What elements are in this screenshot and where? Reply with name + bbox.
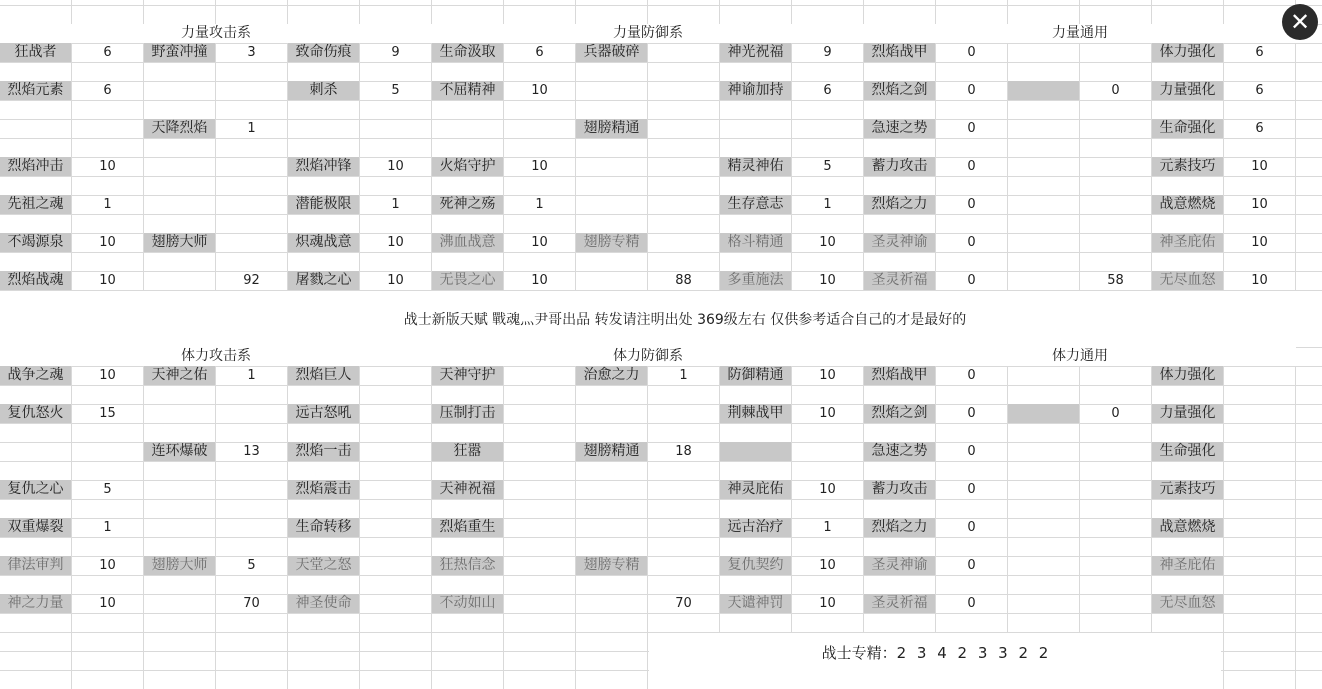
talent-points-cell[interactable]: 0 [967, 520, 976, 535]
close-icon: ✕ [1289, 8, 1311, 36]
talent-name-cell[interactable]: 沸血战意 [432, 233, 503, 252]
banner-text: 战士新版天赋 戰魂灬尹哥出品 转发请注明出处 369级左右 仅供参考适合自己的才是最好的 [403, 312, 967, 328]
grid-row-line [0, 385, 1322, 386]
talent-points-cell[interactable]: 1 [103, 197, 112, 212]
grid-row-line [0, 575, 1322, 576]
talent-name-cell[interactable]: 蓄力攻击 [864, 157, 935, 176]
talent-name-cell[interactable]: 烈焰之剑 [864, 404, 935, 423]
talent-points-cell[interactable]: 6 [103, 45, 112, 60]
talent-name-cell[interactable]: 防御精通 [720, 366, 791, 385]
talent-points-cell[interactable]: 0 [967, 444, 976, 459]
talent-name-cell[interactable]: 神光祝福 [720, 43, 791, 62]
talent-points-cell[interactable]: 6 [103, 83, 112, 98]
talent-points-cell[interactable]: 0 [967, 45, 976, 60]
grid-row-line [0, 423, 1322, 424]
talent-name-cell[interactable]: 先祖之魂 [0, 195, 71, 214]
talent-points-cell[interactable]: 0 [967, 83, 976, 98]
talent-name-cell[interactable]: 圣灵神谕 [864, 233, 935, 252]
talent-name-cell[interactable]: 翅膀精通 [576, 442, 647, 461]
banner-row [0, 291, 1322, 347]
talent-name-cell[interactable]: 体力强化 [1152, 43, 1223, 62]
talent-name-cell[interactable]: 烈焰冲击 [0, 157, 71, 176]
talent-points-cell[interactable]: 10 [819, 273, 836, 288]
empty-shaded-cell [1008, 404, 1079, 423]
talent-name-cell[interactable]: 狂嚣 [432, 442, 503, 461]
talent-name-cell[interactable]: 生命强化 [1152, 119, 1223, 138]
talent-points-cell[interactable]: 10 [99, 368, 116, 383]
grid-row-line [0, 100, 1322, 101]
talent-points-cell[interactable]: 6 [535, 45, 544, 60]
talent-name-cell[interactable]: 圣灵祈福 [864, 594, 935, 613]
talent-points-cell[interactable]: 9 [391, 45, 400, 60]
talent-name-cell[interactable]: 天降烈焰 [144, 119, 215, 138]
section-header: 力量通用 [864, 24, 1296, 43]
talent-name-cell[interactable]: 生存意志 [720, 195, 791, 214]
talent-points-cell[interactable]: 10 [531, 273, 548, 288]
grid-row-line [0, 138, 1322, 139]
talent-points-cell[interactable]: 10 [819, 406, 836, 421]
talent-name-cell[interactable]: 烈焰之力 [864, 518, 935, 537]
talent-points-cell[interactable]: 6 [823, 83, 832, 98]
talent-name-cell[interactable]: 战意燃烧 [1152, 195, 1223, 214]
talent-points-cell[interactable]: 6 [1255, 45, 1264, 60]
talent-name-cell[interactable]: 急速之势 [864, 119, 935, 138]
talent-points-cell[interactable]: 0 [967, 558, 976, 573]
talent-name-cell[interactable]: 元素技巧 [1152, 480, 1223, 499]
talent-name-cell[interactable]: 天神祝福 [432, 480, 503, 499]
grid-row-line [0, 62, 1322, 63]
talent-points-cell[interactable]: 0 [1111, 83, 1120, 98]
talent-points-cell[interactable]: 0 [967, 368, 976, 383]
talent-name-cell[interactable]: 神之力量 [0, 594, 71, 613]
grid-row-line [0, 157, 1322, 158]
talent-name-cell[interactable]: 死神之殇 [432, 195, 503, 214]
talent-name-cell[interactable]: 神圣庇佑 [1152, 556, 1223, 575]
grid-row-line [0, 252, 1322, 253]
talent-name-cell[interactable]: 生命转移 [288, 518, 359, 537]
section-header: 体力攻击系 [0, 347, 432, 366]
talent-points-cell[interactable]: 10 [1251, 273, 1268, 288]
talent-name-cell[interactable]: 烈焰重生 [432, 518, 503, 537]
talent-points-cell[interactable]: 1 [247, 368, 256, 383]
talent-name-cell[interactable]: 天堂之怒 [288, 556, 359, 575]
talent-points-cell[interactable]: 10 [387, 235, 404, 250]
talent-points-cell[interactable]: 10 [819, 368, 836, 383]
talent-name-cell[interactable]: 远古治疗 [720, 518, 791, 537]
talent-name-cell[interactable]: 力量强化 [1152, 404, 1223, 423]
talent-points-cell[interactable]: 15 [99, 406, 116, 421]
talent-points-cell[interactable]: 5 [103, 482, 112, 497]
footer-row [649, 633, 1221, 689]
talent-name-cell[interactable]: 格斗精通 [720, 233, 791, 252]
talent-name-cell[interactable]: 无畏之心 [432, 271, 503, 290]
talent-name-cell[interactable]: 体力强化 [1152, 366, 1223, 385]
talent-name-cell[interactable]: 压制打击 [432, 404, 503, 423]
talent-name-cell[interactable]: 烈焰一击 [288, 442, 359, 461]
empty-shaded-cell [1008, 81, 1079, 100]
talent-points-cell[interactable]: 0 [967, 482, 976, 497]
grid-row-line [0, 195, 1322, 196]
talent-name-cell[interactable]: 战意燃烧 [1152, 518, 1223, 537]
talent-points-cell[interactable]: 10 [819, 482, 836, 497]
talent-points-cell[interactable]: 92 [243, 273, 260, 288]
talent-points-cell[interactable]: 0 [967, 273, 976, 288]
section-header: 力量防御系 [432, 24, 864, 43]
talent-points-cell[interactable]: 10 [1251, 197, 1268, 212]
section-header: 力量攻击系 [0, 24, 432, 43]
talent-points-cell[interactable]: 10 [99, 235, 116, 250]
talent-points-cell[interactable]: 70 [243, 596, 260, 611]
talent-name-cell[interactable]: 兵器破碎 [576, 43, 647, 62]
talent-points-cell[interactable]: 0 [1111, 406, 1120, 421]
talent-name-cell[interactable]: 翅膀专精 [576, 556, 647, 575]
talent-name-cell[interactable]: 狂热信念 [432, 556, 503, 575]
talent-name-cell[interactable]: 野蛮冲撞 [144, 43, 215, 62]
talent-points-cell[interactable]: 18 [675, 444, 692, 459]
talent-name-cell[interactable]: 潜能极限 [288, 195, 359, 214]
talent-points-cell[interactable]: 6 [1255, 121, 1264, 136]
talent-points-cell[interactable]: 1 [391, 197, 400, 212]
talent-name-cell[interactable]: 烈焰之力 [864, 195, 935, 214]
talent-points-cell[interactable]: 6 [1255, 83, 1264, 98]
talent-points-cell[interactable]: 0 [967, 121, 976, 136]
grid-row-line [0, 537, 1322, 538]
talent-name-cell[interactable]: 炽魂战意 [288, 233, 359, 252]
talent-name-cell[interactable]: 神灵庇佑 [720, 480, 791, 499]
talent-name-cell[interactable]: 双重爆裂 [0, 518, 71, 537]
talent-name-cell[interactable]: 圣灵神谕 [864, 556, 935, 575]
talent-points-cell[interactable]: 1 [535, 197, 544, 212]
close-button[interactable] [1282, 4, 1318, 40]
talent-name-cell[interactable]: 律法审判 [0, 556, 71, 575]
talent-name-cell[interactable]: 急速之势 [864, 442, 935, 461]
grid-row-line [0, 518, 1322, 519]
talent-name-cell[interactable]: 翅膀大师 [144, 233, 215, 252]
talent-name-cell[interactable]: 天神守护 [432, 366, 503, 385]
talent-points-cell[interactable]: 1 [679, 368, 688, 383]
talent-name-cell[interactable]: 狂战者 [0, 43, 71, 62]
talent-points-cell[interactable]: 1 [823, 520, 832, 535]
talent-points-cell[interactable]: 10 [99, 273, 116, 288]
talent-name-cell[interactable]: 翅膀大师 [144, 556, 215, 575]
talent-name-cell[interactable]: 治愈之力 [576, 366, 647, 385]
talent-points-cell[interactable]: 0 [967, 197, 976, 212]
talent-name-cell[interactable]: 烈焰战魂 [0, 271, 71, 290]
talent-name-cell[interactable]: 烈焰冲锋 [288, 157, 359, 176]
talent-points-cell[interactable]: 1 [247, 121, 256, 136]
talent-name-cell[interactable]: 翅膀专精 [576, 233, 647, 252]
talent-name-cell[interactable]: 复仇怒火 [0, 404, 71, 423]
grid-row-line [0, 5, 1322, 6]
footer-text: 战士专精：2 3 4 2 3 3 2 2 [821, 644, 1049, 662]
talent-name-cell[interactable]: 荆棘战甲 [720, 404, 791, 423]
talent-name-cell[interactable]: 烈焰战甲 [864, 366, 935, 385]
talent-name-cell[interactable]: 烈焰之剑 [864, 81, 935, 100]
grid-row-line [0, 461, 1322, 462]
talent-points-cell[interactable]: 10 [387, 159, 404, 174]
talent-name-cell[interactable]: 刺杀 [288, 81, 359, 100]
talent-name-cell[interactable]: 生命强化 [1152, 442, 1223, 461]
talent-points-cell[interactable]: 1 [103, 520, 112, 535]
talent-points-cell[interactable]: 10 [1251, 159, 1268, 174]
talent-points-cell[interactable]: 10 [531, 83, 548, 98]
talent-points-cell[interactable]: 10 [531, 235, 548, 250]
talent-name-cell[interactable]: 烈焰战甲 [864, 43, 935, 62]
talent-points-cell[interactable]: 0 [967, 159, 976, 174]
talent-points-cell[interactable]: 88 [675, 273, 692, 288]
grid-row-line [0, 499, 1322, 500]
talent-points-cell[interactable]: 1 [823, 197, 832, 212]
talent-name-cell[interactable]: 致命伤痕 [288, 43, 359, 62]
talent-name-cell[interactable]: 神圣使命 [288, 594, 359, 613]
talent-points-cell[interactable]: 10 [819, 235, 836, 250]
section-header: 体力防御系 [432, 347, 864, 366]
talent-points-cell[interactable]: 5 [823, 159, 832, 174]
talent-points-cell[interactable]: 10 [1251, 235, 1268, 250]
talent-name-cell[interactable]: 不动如山 [432, 594, 503, 613]
talent-name-cell[interactable]: 火焰守护 [432, 157, 503, 176]
talent-points-cell[interactable]: 58 [1107, 273, 1124, 288]
talent-points-cell[interactable]: 10 [99, 159, 116, 174]
talent-points-cell[interactable]: 10 [99, 596, 116, 611]
talent-name-cell[interactable]: 连环爆破 [144, 442, 215, 461]
talent-name-cell[interactable]: 翅膀精通 [576, 119, 647, 138]
talent-name-cell[interactable]: 烈焰巨人 [288, 366, 359, 385]
talent-name-cell[interactable]: 战争之魂 [0, 366, 71, 385]
talent-points-cell[interactable]: 10 [819, 558, 836, 573]
talent-name-cell[interactable]: 圣灵祈福 [864, 271, 935, 290]
talent-points-cell[interactable]: 10 [99, 558, 116, 573]
talent-name-cell[interactable]: 多重施法 [720, 271, 791, 290]
talent-name-cell[interactable]: 不屈精神 [432, 81, 503, 100]
talent-points-cell[interactable]: 0 [967, 596, 976, 611]
talent-name-cell[interactable]: 远古怒吼 [288, 404, 359, 423]
empty-shaded-cell [720, 442, 791, 461]
talent-name-cell[interactable]: 屠戮之心 [288, 271, 359, 290]
talent-points-cell[interactable]: 5 [391, 83, 400, 98]
talent-points-cell[interactable]: 0 [967, 235, 976, 250]
talent-name-cell[interactable]: 不竭源泉 [0, 233, 71, 252]
talent-name-cell[interactable]: 神谕加持 [720, 81, 791, 100]
talent-points-cell[interactable]: 13 [243, 444, 260, 459]
talent-name-cell[interactable]: 无尽血怒 [1152, 594, 1223, 613]
talent-points-cell[interactable]: 70 [675, 596, 692, 611]
talent-name-cell[interactable]: 复仇契约 [720, 556, 791, 575]
grid-row-line [0, 613, 1322, 614]
talent-points-cell[interactable]: 10 [387, 273, 404, 288]
talent-name-cell[interactable]: 天谴神罚 [720, 594, 791, 613]
talent-points-cell[interactable]: 10 [531, 159, 548, 174]
talent-name-cell[interactable]: 神圣庇佑 [1152, 233, 1223, 252]
talent-points-cell[interactable]: 9 [823, 45, 832, 60]
talent-name-cell[interactable]: 天神之佑 [144, 366, 215, 385]
talent-name-cell[interactable]: 无尽血怒 [1152, 271, 1223, 290]
talent-name-cell[interactable]: 蓄力攻击 [864, 480, 935, 499]
talent-name-cell[interactable]: 烈焰震击 [288, 480, 359, 499]
talent-name-cell[interactable]: 精灵神佑 [720, 157, 791, 176]
talent-points-cell[interactable]: 5 [247, 558, 256, 573]
talent-points-cell[interactable]: 3 [247, 45, 256, 60]
grid-row-line [0, 480, 1322, 481]
talent-points-cell[interactable]: 10 [819, 596, 836, 611]
talent-name-cell[interactable]: 复仇之心 [0, 480, 71, 499]
grid-row-line [0, 214, 1322, 215]
talent-points-cell[interactable]: 0 [967, 406, 976, 421]
talent-name-cell[interactable]: 烈焰元素 [0, 81, 71, 100]
grid-row-line [0, 176, 1322, 177]
talent-name-cell[interactable]: 力量强化 [1152, 81, 1223, 100]
section-header: 体力通用 [864, 347, 1296, 366]
talent-name-cell[interactable]: 生命汲取 [432, 43, 503, 62]
talent-name-cell[interactable]: 元素技巧 [1152, 157, 1223, 176]
